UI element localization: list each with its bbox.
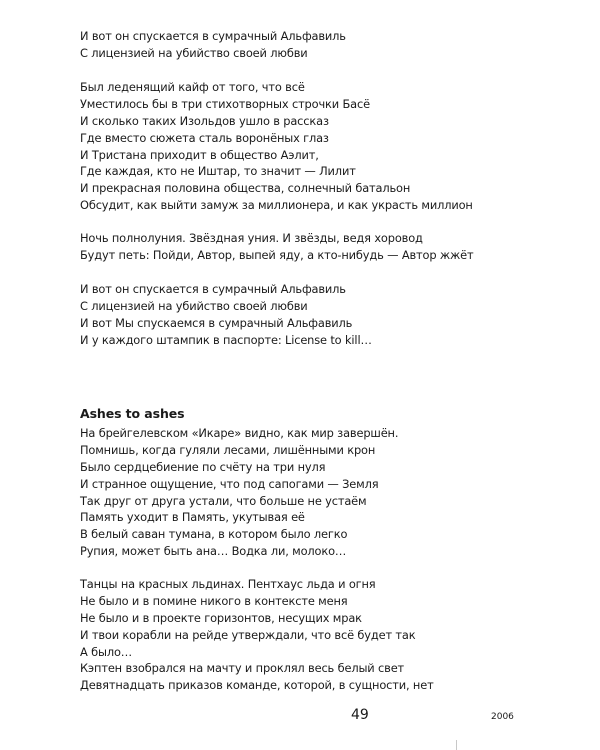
poem-line: Кэптен взобрался на мачту и проклял весь белый свет (80, 661, 405, 676)
poem-line: С лицензией на убийство своей любви (80, 45, 308, 60)
poem-line: Помнишь, когда гуляли лесами, лишёнными крон (80, 442, 376, 457)
poem-line: Не было и в проекте горизонтов, несущих мрак (80, 610, 362, 625)
poem-line: Где вместо сюжета сталь воронёных глаз (80, 130, 329, 145)
poem-line: Рупия, может быть ана… Водка ли, молоко… (80, 544, 347, 559)
page-number: 49 (351, 707, 369, 723)
poem-line: И твои корабли на рейде утверждали, что всё будет так (80, 627, 416, 642)
poem-line: И Тристана приходит в общество Аэлит, (80, 147, 319, 162)
poem-line: А было… (80, 644, 133, 659)
poem-line: Где каждая, кто не Иштар, то значит — Лилит (80, 164, 356, 179)
poem-line: И вот Мы спускаемся в сумрачный Альфавиль (80, 315, 353, 330)
poem-line: И у каждого штампик в паспорте: License to kill… (80, 332, 372, 347)
poem-line: В белый саван тумана, в котором было легко (80, 527, 348, 542)
poem-line: И вот он спускается в сумрачный Альфавиль (80, 29, 346, 43)
poem1-stanza3 (80, 230, 473, 264)
poem1-stanza4 (80, 281, 372, 349)
poem-line: Так друг от друга устали, что больше не устаём (80, 493, 367, 508)
poem-line: Танцы на красных льдинах. Пентхаус льда и огня (80, 577, 376, 591)
poem-line: С лицензией на убийство своей любви (80, 298, 308, 313)
poem-line: И прекрасная половина общества, солнечный батальон (80, 181, 411, 196)
poem-line: Девятнадцать приказов команде, которой, в сущности, нет (80, 678, 434, 693)
poem1-stanza1 (80, 28, 346, 62)
page-edge-mark (456, 740, 457, 750)
poem-line: Был леденящий кайф от того, что всё (80, 80, 305, 94)
year-label: 2006 (491, 712, 514, 722)
poem-line: Память уходит в Память, укутывая её (80, 510, 305, 525)
poem-line: И странное ощущение, что под сапогами — Земля (80, 476, 379, 491)
poem-line: Не было и в помине никого в контексте меня (80, 593, 348, 608)
poem-line: И вот он спускается в сумрачный Альфавиль (80, 282, 346, 296)
poem2-stanza1 (80, 425, 398, 560)
poem-line: Обсудит, как выйти замуж за миллионера, и как украсть миллион (80, 198, 473, 213)
poem-line: И сколько таких Изольдов ушло в рассказ (80, 113, 329, 128)
poem1-stanza2 (80, 79, 473, 214)
poem-line: Будут петь: Пойди, Автор, выпей яду, а кто-нибудь — Автор жжёт (80, 247, 474, 262)
poem-line: На брейгелевском «Икаре» видно, как мир завершён. (80, 426, 399, 440)
poem-line: Уместилось бы в три стихотворных строчки Басё (80, 96, 370, 111)
poem-title: Ashes to ashes (80, 406, 185, 421)
poem2-stanza2 (80, 576, 434, 694)
poem-line: Было сердцебиение по счёту на три нуля (80, 459, 326, 474)
poem-line: Ночь полнолуния. Звёздная уния. И звёзды, ведя хоровод (80, 231, 423, 245)
